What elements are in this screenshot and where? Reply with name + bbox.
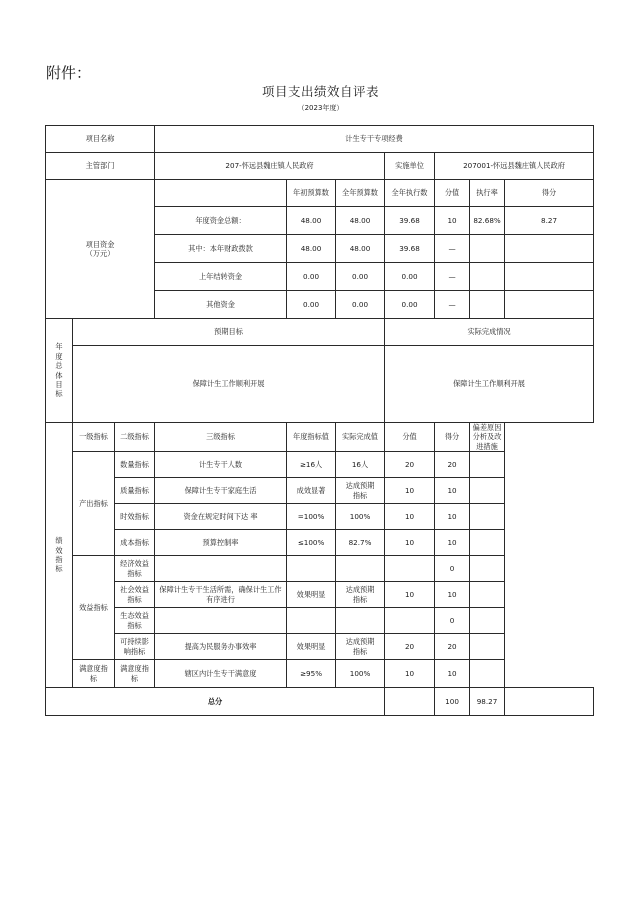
indicator-header-score: 得分 [435, 423, 470, 452]
indicator-actual [336, 608, 385, 634]
indicator-header-level2: 二级指标 [115, 423, 155, 452]
funds-rate: 82.68% [470, 207, 505, 235]
funds-row-label: 其中：本年财政拨款 [155, 235, 287, 263]
indicator-header-target: 年度指标值 [287, 423, 336, 452]
indicator-actual: 达成预期 指标 [336, 582, 385, 608]
funds-score [505, 263, 594, 291]
indicator-row [46, 478, 594, 504]
project-name-label: 项目名称 [46, 126, 155, 153]
indicator-score: 20 [435, 634, 470, 660]
indicator-score-value: 10 [385, 660, 435, 688]
indicator-level2: 质量指标 [115, 478, 155, 504]
indicator-level2: 成本指标 [115, 530, 155, 556]
project-name: 计生专干专项经费 [155, 126, 594, 153]
indicator-score: 20 [435, 452, 470, 478]
indicator-note [470, 608, 505, 634]
funds-label: 项目资金 （万元） [46, 180, 155, 319]
indicator-row [46, 608, 594, 634]
unit-value: 207001-怀远县魏庄镇人民政府 [435, 153, 594, 180]
indicator-row [46, 582, 594, 608]
actual-completion: 保障计生工作顺利开展 [385, 346, 594, 423]
performance-table [45, 125, 594, 716]
funds-header-blank [155, 180, 287, 207]
funds-score-value: — [435, 235, 470, 263]
indicator-level3: 保障计生专干生活所需，确保计生工作有序进行 [155, 582, 287, 608]
indicator-level2: 满意度指 标 [115, 660, 155, 688]
funds-annual: 0.00 [336, 291, 385, 319]
indicator-header-level3: 三级指标 [155, 423, 287, 452]
indicator-level2: 经济效益 指标 [115, 556, 155, 582]
actual-completion-header: 实际完成情况 [385, 319, 594, 346]
funds-initial: 0.00 [287, 291, 336, 319]
indicator-score-value: 10 [385, 504, 435, 530]
unit-label: 实施单位 [385, 153, 435, 180]
total-label: 总分 [46, 688, 385, 716]
funds-executed: 0.00 [385, 291, 435, 319]
indicator-note [470, 556, 505, 582]
indicator-header-level1: 一级指标 [73, 423, 115, 452]
indicator-target: 成效显著 [287, 478, 336, 504]
indicator-target: ≥95% [287, 660, 336, 688]
indicator-score-value [385, 608, 435, 634]
funds-initial: 48.00 [287, 207, 336, 235]
indicator-actual: 100% [336, 660, 385, 688]
indicator-level2: 时效指标 [115, 504, 155, 530]
indicator-target: ≤100% [287, 530, 336, 556]
funds-header-annual: 全年预算数 [336, 180, 385, 207]
overall-goal-label: 年 度 总 体 目 标 [46, 319, 73, 423]
indicator-level3 [155, 556, 287, 582]
expected-goal: 保障计生工作顺利开展 [73, 346, 385, 423]
indicator-target: ≥16人 [287, 452, 336, 478]
funds-header-score: 得分 [505, 180, 594, 207]
indicator-level2: 社会效益 指标 [115, 582, 155, 608]
indicator-note [470, 478, 505, 504]
indicator-actual: 达成预期 指标 [336, 478, 385, 504]
indicator-level3 [155, 608, 287, 634]
indicator-level2: 可持续影 响指标 [115, 634, 155, 660]
funds-rate [470, 235, 505, 263]
indicator-actual: 100% [336, 504, 385, 530]
indicator-target: 效果明显 [287, 634, 336, 660]
indicator-score: 10 [435, 582, 470, 608]
indicator-level3: 预算控制率 [155, 530, 287, 556]
dept-label: 主管部门 [46, 153, 155, 180]
funds-score-value: — [435, 263, 470, 291]
indicator-score-value [385, 556, 435, 582]
funds-rate [470, 263, 505, 291]
funds-header-rate: 执行率 [470, 180, 505, 207]
indicator-row [46, 556, 594, 582]
funds-row-label: 年度资金总额： [155, 207, 287, 235]
indicator-level3: 辖区内计生专干满意度 [155, 660, 287, 688]
expected-goal-header: 预期目标 [73, 319, 385, 346]
indicator-level3: 资金在规定时间下达 率 [155, 504, 287, 530]
funds-executed: 39.68 [385, 207, 435, 235]
funds-annual: 48.00 [336, 235, 385, 263]
indicator-note [470, 504, 505, 530]
funds-header-initial: 年初预算数 [287, 180, 336, 207]
indicator-score: 0 [435, 608, 470, 634]
dept-value: 207-怀远县魏庄镇人民政府 [155, 153, 385, 180]
funds-score [505, 291, 594, 319]
indicator-level3: 提高为民服务办事效率 [155, 634, 287, 660]
funds-rate [470, 291, 505, 319]
indicator-row [46, 504, 594, 530]
funds-header-score-value: 分值 [435, 180, 470, 207]
indicator-header-note: 偏差原因分析及改进措施 [470, 423, 505, 452]
funds-score [505, 235, 594, 263]
total-score-value: 100 [435, 688, 470, 716]
indicator-actual [336, 556, 385, 582]
indicator-note [470, 452, 505, 478]
indicator-target [287, 608, 336, 634]
indicator-level3: 保障计生专干家庭生活 [155, 478, 287, 504]
indicator-score: 10 [435, 504, 470, 530]
indicator-row [46, 452, 594, 478]
funds-row-label: 其他资金 [155, 291, 287, 319]
year-label: （2023年度） [297, 104, 344, 112]
indicator-score: 0 [435, 556, 470, 582]
funds-score: 8.27 [505, 207, 594, 235]
indicator-row [46, 530, 594, 556]
benefit-indicator-label: 效益指标 [73, 556, 115, 660]
indicator-score-value: 10 [385, 582, 435, 608]
funds-executed: 0.00 [385, 263, 435, 291]
indicator-level2: 生态效益 指标 [115, 608, 155, 634]
indicator-row [46, 660, 594, 688]
indicator-score: 10 [435, 660, 470, 688]
indicator-level2: 数量指标 [115, 452, 155, 478]
total-note [505, 688, 594, 716]
output-indicator-label: 产出指标 [73, 452, 115, 556]
indicator-score-value: 20 [385, 634, 435, 660]
funds-executed: 39.68 [385, 235, 435, 263]
indicator-score: 10 [435, 478, 470, 504]
funds-initial: 0.00 [287, 263, 336, 291]
funds-score-value: 10 [435, 207, 470, 235]
indicator-score: 10 [435, 530, 470, 556]
indicator-note [470, 582, 505, 608]
indicator-note [470, 530, 505, 556]
indicator-note [470, 634, 505, 660]
indicator-score-value: 10 [385, 530, 435, 556]
attachment-label: 附件： [46, 64, 92, 82]
total-score: 98.27 [470, 688, 505, 716]
satisfaction-indicator-label: 满意度指 标 [73, 660, 115, 688]
indicator-actual: 16人 [336, 452, 385, 478]
page-title: 项目支出绩效自评表 [261, 84, 379, 99]
total-blank [385, 688, 435, 716]
funds-row-label: 上年结转资金 [155, 263, 287, 291]
indicator-row [46, 634, 594, 660]
indicator-level3: 计生专干人数 [155, 452, 287, 478]
indicators-label: 绩 效 指 标 [46, 423, 73, 688]
indicator-score-value: 20 [385, 452, 435, 478]
funds-score-value: — [435, 291, 470, 319]
indicator-score-value: 10 [385, 478, 435, 504]
indicator-header-score-value: 分值 [385, 423, 435, 452]
indicator-header-actual: 实际完成值 [336, 423, 385, 452]
indicator-actual: 82.7% [336, 530, 385, 556]
indicator-note [470, 660, 505, 688]
indicator-target: 效果明显 [287, 582, 336, 608]
funds-annual: 48.00 [336, 207, 385, 235]
funds-annual: 0.00 [336, 263, 385, 291]
indicator-target: =100% [287, 504, 336, 530]
indicator-target [287, 556, 336, 582]
funds-initial: 48.00 [287, 235, 336, 263]
indicator-actual: 达成预期 指标 [336, 634, 385, 660]
funds-header-executed: 全年执行数 [385, 180, 435, 207]
